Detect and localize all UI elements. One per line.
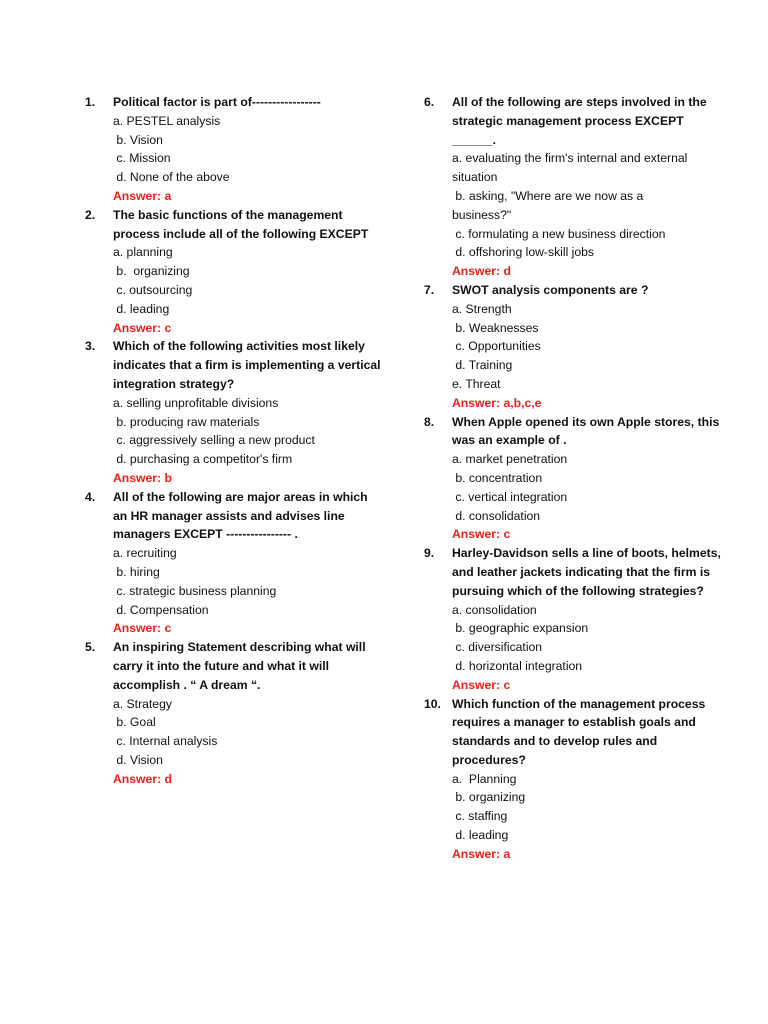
- answer-option: b. Vision: [113, 132, 163, 147]
- answer-option: a. PESTEL analysis: [113, 113, 221, 128]
- correct-answer: Answer: c: [452, 677, 511, 692]
- answer-option: a. recruiting: [113, 546, 177, 561]
- question-body: [113, 93, 385, 206]
- answer-option: d. None of the above: [113, 170, 230, 185]
- question-text: An inspiring Statement describing what will carry it into the future and what it will accomplish . “ A dream “.: [113, 640, 369, 692]
- answer-option: b. producing raw materials: [113, 414, 260, 429]
- answer-option: c. formulating a new business direction: [452, 226, 666, 241]
- answer-option: c. Opportunities: [452, 339, 541, 354]
- question-body: [452, 93, 724, 281]
- answer-option: a. consolidation: [452, 602, 537, 617]
- answer-option: d. horizontal integration: [452, 658, 583, 673]
- question-text: The basic functions of the management process include all of the following EXCEPT: [113, 207, 369, 241]
- question-text: All of the following are steps involved in the strategic management process EXCEPT ______.: [452, 95, 707, 147]
- question-item: [424, 544, 724, 694]
- question-item: [85, 488, 385, 638]
- question-number: 2.: [85, 207, 96, 222]
- answer-option: a. market penetration: [452, 452, 568, 467]
- answer-option: situation: [452, 170, 498, 185]
- left-question-column: [85, 93, 385, 788]
- answer-option: e. Threat: [452, 376, 501, 391]
- question-body: [113, 337, 385, 487]
- correct-answer: Answer: c: [113, 320, 172, 335]
- answer-option: b. geographic expansion: [452, 621, 589, 636]
- right-question-column: [424, 93, 724, 864]
- question-item: [85, 337, 385, 487]
- question-text: Political factor is part of-----------------: [113, 95, 321, 109]
- question-body: [113, 488, 385, 638]
- answer-option: d. offshoring low-skill jobs: [452, 245, 595, 260]
- question-body: [113, 638, 385, 788]
- question-number: 9.: [424, 546, 435, 561]
- answer-option: a. Strength: [452, 301, 512, 316]
- question-number: 8.: [424, 414, 435, 429]
- answer-option: c. staffing: [452, 809, 508, 824]
- correct-answer: Answer: d: [452, 264, 511, 279]
- question-number: 10.: [424, 696, 441, 711]
- question-item: [424, 281, 724, 413]
- answer-option: a. Strategy: [113, 696, 172, 711]
- question-text: Which function of the management process requires a manager to establish goals and standards and to develop rules and procedures?: [452, 696, 709, 767]
- question-body: [113, 206, 385, 338]
- answer-option: c. outsourcing: [113, 282, 193, 297]
- answer-option: b. asking, "Where are we now as a: [452, 188, 644, 203]
- answer-option: c. aggressively selling a new product: [113, 433, 315, 448]
- correct-answer: Answer: d: [113, 771, 172, 786]
- question-item: [85, 638, 385, 788]
- answer-option: d. purchasing a competitor's firm: [113, 452, 293, 467]
- question-item: [85, 93, 385, 206]
- question-item: [424, 413, 724, 545]
- question-text: All of the following are major areas in which an HR manager assists and advises line managers EXCEPT ---------------- .: [113, 489, 372, 542]
- question-number: 6.: [424, 95, 435, 109]
- correct-answer: Answer: a,b,c,e: [452, 395, 542, 410]
- answer-option: d. Vision: [113, 752, 163, 767]
- correct-answer: Answer: a: [452, 846, 511, 861]
- answer-option: c. strategic business planning: [113, 583, 277, 598]
- answer-option: d. Compensation: [113, 602, 209, 617]
- question-body: [452, 281, 724, 413]
- question-text: When Apple opened its own Apple stores, this was an example of .: [452, 414, 723, 448]
- question-item: [424, 695, 724, 864]
- answer-option: a. planning: [113, 245, 173, 260]
- answer-option: a. Planning: [452, 771, 517, 786]
- correct-answer: Answer: a: [113, 188, 172, 203]
- question-body: [452, 544, 724, 694]
- answer-option: d. Training: [452, 358, 513, 373]
- question-number: 1.: [85, 95, 96, 109]
- answer-option: c. vertical integration: [452, 489, 568, 504]
- answer-option: c. Internal analysis: [113, 734, 218, 749]
- question-number: 4.: [85, 489, 96, 504]
- correct-answer: Answer: c: [452, 527, 511, 542]
- answer-option: b. Goal: [113, 715, 156, 730]
- answer-option: business?": [452, 207, 512, 222]
- answer-option: a. evaluating the firm's internal and external: [452, 151, 688, 166]
- question-body: [452, 413, 724, 545]
- question-item: [424, 93, 724, 281]
- correct-answer: Answer: c: [113, 621, 172, 636]
- answer-option: a. selling unprofitable divisions: [113, 395, 279, 410]
- answer-option: d. consolidation: [452, 508, 541, 523]
- answer-option: b. organizing: [113, 264, 190, 279]
- question-number: 5.: [85, 640, 96, 655]
- question-body: [452, 695, 724, 864]
- question-text: SWOT analysis components are ?: [452, 282, 649, 297]
- answer-option: c. Mission: [113, 151, 171, 166]
- answer-option: b. concentration: [452, 470, 543, 485]
- answer-option: b. organizing: [452, 790, 526, 805]
- question-text: Which of the following activities most likely indicates that a firm is implementing a vertical integration strategy?: [113, 339, 384, 391]
- question-text: Harley-Davidson sells a line of boots, helmets, and leather jackets indicating that the firm is pursuing which of the following strategies?: [452, 546, 725, 598]
- question-item: [85, 206, 385, 338]
- question-number: 7.: [424, 282, 435, 297]
- answer-option: d. leading: [452, 828, 509, 843]
- answer-option: b. hiring: [113, 564, 160, 579]
- answer-option: b. Weaknesses: [452, 320, 539, 335]
- correct-answer: Answer: b: [113, 470, 172, 485]
- answer-option: c. diversification: [452, 640, 543, 655]
- question-number: 3.: [85, 339, 96, 354]
- answer-option: d. leading: [113, 301, 170, 316]
